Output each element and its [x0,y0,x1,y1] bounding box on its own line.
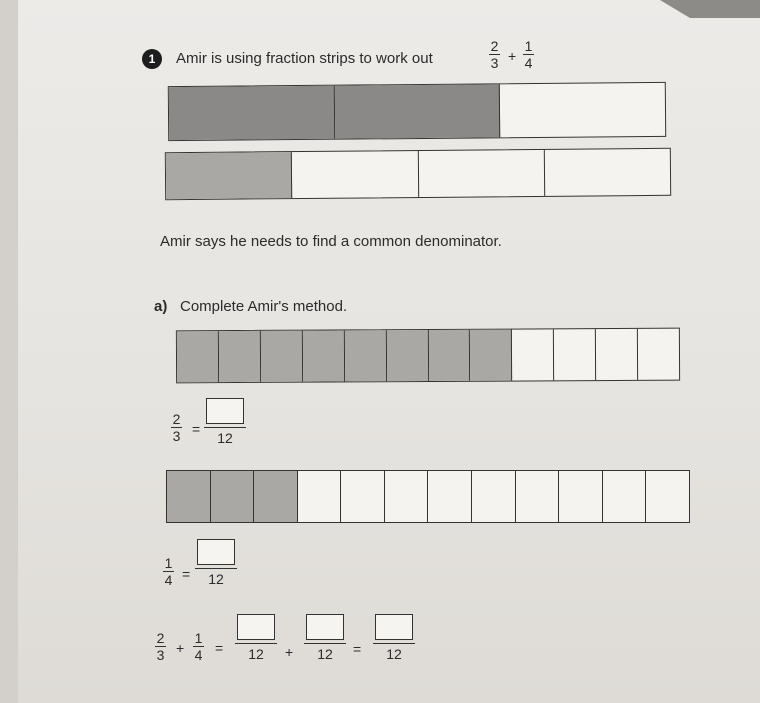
shaded-cell [177,331,219,382]
fraction-strip-twelfths-top [176,328,680,384]
eq1-answer [204,398,246,446]
fraction-denominator: 3 [172,428,181,444]
eq3-fraction-a [155,631,166,662]
unshaded-cell [418,150,545,197]
worksheet-page [18,0,760,703]
fraction-bar [204,427,246,428]
fraction-denominator: 4 [194,647,203,663]
fraction-bar [373,643,415,644]
unshaded-cell [292,151,419,198]
fraction-numerator: 2 [490,38,499,54]
eq1-fraction [171,412,182,443]
shaded-cell [470,330,512,381]
fraction-numerator: 1 [194,630,203,646]
prompt-plus: + [508,48,517,64]
eq3-answer-1-box[interactable] [237,614,275,640]
eq3-answer-2 [304,614,346,662]
shaded-cell [386,330,428,381]
eq3-answer-2-box[interactable] [306,614,344,640]
fraction-denominator: 3 [156,647,165,663]
unshaded-cell [516,471,560,522]
eq2-fraction [163,556,174,587]
eq3-answer-3 [373,614,415,662]
part-a-instruction: Complete Amir's method. [180,298,348,315]
eq3-fraction-b [193,631,204,662]
fraction-numerator: 2 [156,630,165,646]
eq1-numerator-answer-box[interactable] [206,398,244,424]
question-number-badge: 1 [142,49,162,69]
unshaded-cell [596,329,638,380]
fraction-strip-thirds [168,82,666,141]
eq3-answer-2-denominator: 12 [317,646,333,662]
unshaded-cell [298,471,342,522]
eq2-answer [195,539,237,587]
unshaded-cell [428,471,472,522]
shaded-cell [345,330,387,381]
unshaded-cell [512,329,554,380]
eq3-equals-2: = [353,641,362,657]
eq3-answer-1-denominator: 12 [248,646,264,662]
fraction-bar [195,568,237,569]
question-prompt: Amir is using fraction strips to work out [176,50,433,67]
unshaded-cell [545,149,671,196]
shaded-cell [219,331,261,382]
fraction-strip-quarters [165,148,671,200]
prompt-fraction-b [523,39,534,70]
eq1-equals: = [192,421,201,437]
eq3-plus: + [176,640,185,656]
shaded-cell [166,152,293,199]
shaded-cell [261,331,303,382]
shaded-cell [428,330,470,381]
fraction-strip-twelfths-bottom [166,470,690,523]
eq3-answer-3-denominator: 12 [386,646,402,662]
fraction-bar [235,643,277,644]
unshaded-cell [559,471,603,522]
fraction-denominator: 4 [164,572,173,588]
common-denominator-statement: Amir says he needs to find a common denominator. [160,233,502,250]
eq2-answer-denominator: 12 [208,571,224,587]
unshaded-cell [554,329,596,380]
unshaded-cell [341,471,385,522]
eq2-equals: = [182,566,191,582]
eq3-plus-2: + [285,644,294,660]
shaded-cell [254,471,298,522]
unshaded-cell [472,471,516,522]
unshaded-cell [385,471,429,522]
eq1-answer-denominator: 12 [217,430,233,446]
fraction-numerator: 1 [524,38,533,54]
fraction-numerator: 1 [164,555,173,571]
fraction-denominator: 3 [490,55,499,71]
unshaded-cell [638,329,679,380]
unshaded-cell [500,83,665,137]
prompt-fraction-a [489,39,500,70]
shaded-cell [334,84,500,138]
unshaded-cell [646,471,689,522]
shaded-cell [211,471,255,522]
unshaded-cell [603,471,647,522]
fraction-bar [304,643,346,644]
fraction-denominator: 4 [524,55,533,71]
shaded-cell [303,330,345,381]
page-corner [660,0,760,18]
eq3-answer-3-box[interactable] [375,614,413,640]
eq3-equals: = [215,640,224,656]
part-a-label: a) [154,298,168,315]
shaded-cell [169,86,335,140]
eq3-answer-1 [235,614,277,662]
eq2-numerator-answer-box[interactable] [197,539,235,565]
fraction-numerator: 2 [172,411,181,427]
shaded-cell [167,471,211,522]
